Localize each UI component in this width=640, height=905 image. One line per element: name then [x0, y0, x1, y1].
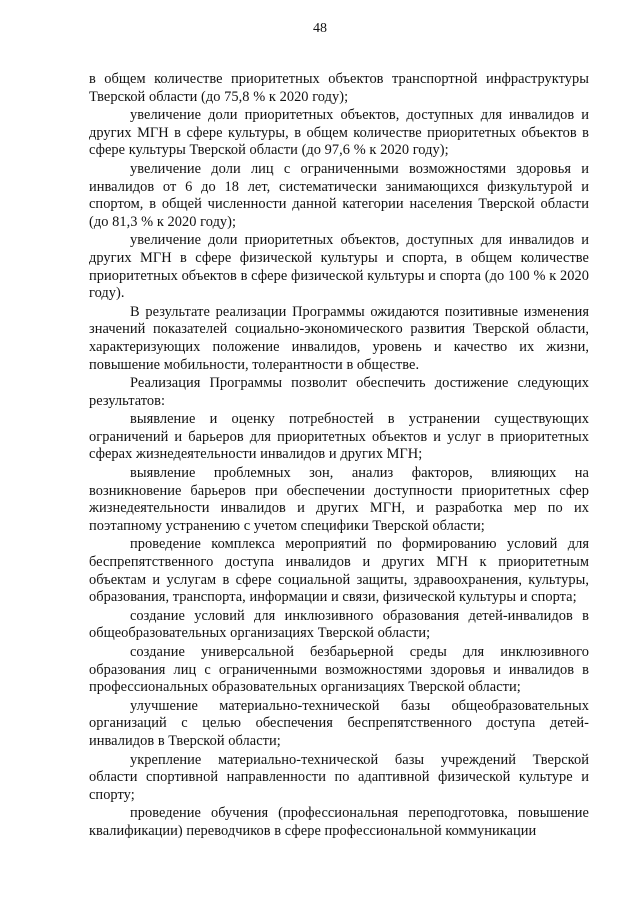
- paragraph-transport-infrastructure: в общем количестве приоритетных объектов транспортной инфраструктуры Тверской области (до 75,8 % к 2020 году);: [89, 71, 589, 105]
- paragraph-sport-objects: увеличение доли приоритетных объектов, доступных для инвалидов и других МГН в сфере физической культуры и спорта, в общем количестве приоритетных объектов в сфере физической культуры и спорта (до 100 % к 2020 году).: [89, 232, 589, 302]
- paragraph-inclusive-education: создание условий для инклюзивного образования детей-инвалидов в общеобразовательных организациях Тверской области;: [89, 607, 589, 642]
- paragraph-accessibility-measures: проведение комплекса мероприятий по формированию условий для беспрепятственного доступа инвалидов и других МГН к приоритетным объектам и услугам в сфере социальной защиты, здравоохранения, культуры, образования, транспорта, информации и связи, физической культуры и спорта;: [89, 536, 589, 606]
- paragraph-results-intro: Реализация Программы позволит обеспечить достижение следующих результатов:: [89, 375, 589, 409]
- paragraph-barrier-free-environment: создание универсальной безбарьерной среды для инклюзивного образования лиц с ограниченными возможностями здоровья и инвалидов в профессиональных образовательных организациях Тверской области;: [89, 644, 589, 696]
- paragraph-interpreter-training: проведение обучения (профессиональная переподготовка, повышение квалификации) переводчиков в сфере профессиональной коммуникации: [89, 805, 589, 839]
- paragraph-culture-objects: увеличение доли приоритетных объектов, доступных для инвалидов и других МГН в сфере культуры, в общем количестве приоритетных объектов в сфере культуры Тверской области (до 97,6 % к 2020 году);: [89, 107, 589, 159]
- paragraph-needs-assessment: выявление и оценку потребностей в устранении существующих ограничений и барьеров для приоритетных объектов и услуг в приоритетных сферах жизнедеятельности инвалидов и других МГН;: [89, 411, 589, 463]
- paragraph-school-facilities: улучшение материально-технической базы общеобразовательных организаций с целью обеспечения беспрепятственного доступа детей-инвалидов в Тверской области;: [89, 697, 589, 749]
- paragraph-sport-participation: увеличение доли лиц с ограниченными возможностями здоровья и инвалидов от 6 до 18 лет, систематически занимающихся физкультурой и спортом, в общей численности данной категории населения Тверской области (до 81,3 % к 2020 году);: [89, 160, 589, 230]
- paragraph-program-outcomes: В результате реализации Программы ожидаются позитивные изменения значений показателей социально-экономического развития Тверской области, характеризующих положение инвалидов, уровень и качество их жизни, повышение мобильности, толерантности в обществе.: [89, 303, 589, 373]
- document-body: [89, 71, 589, 841]
- paragraph-sport-facilities: укрепление материально-технической базы учреждений Тверской области спортивной направленности по адаптивной физической культуре и спорту;: [89, 751, 589, 803]
- paragraph-problem-zones: выявление проблемных зон, анализ факторов, влияющих на возникновение барьеров при обеспечении доступности приоритетных сфер жизнедеятельности инвалидов и других МГН, и разработка мер по их поэтапному устранению с учетом специфики Тверской области;: [89, 465, 589, 534]
- page-number: 48: [313, 21, 327, 36]
